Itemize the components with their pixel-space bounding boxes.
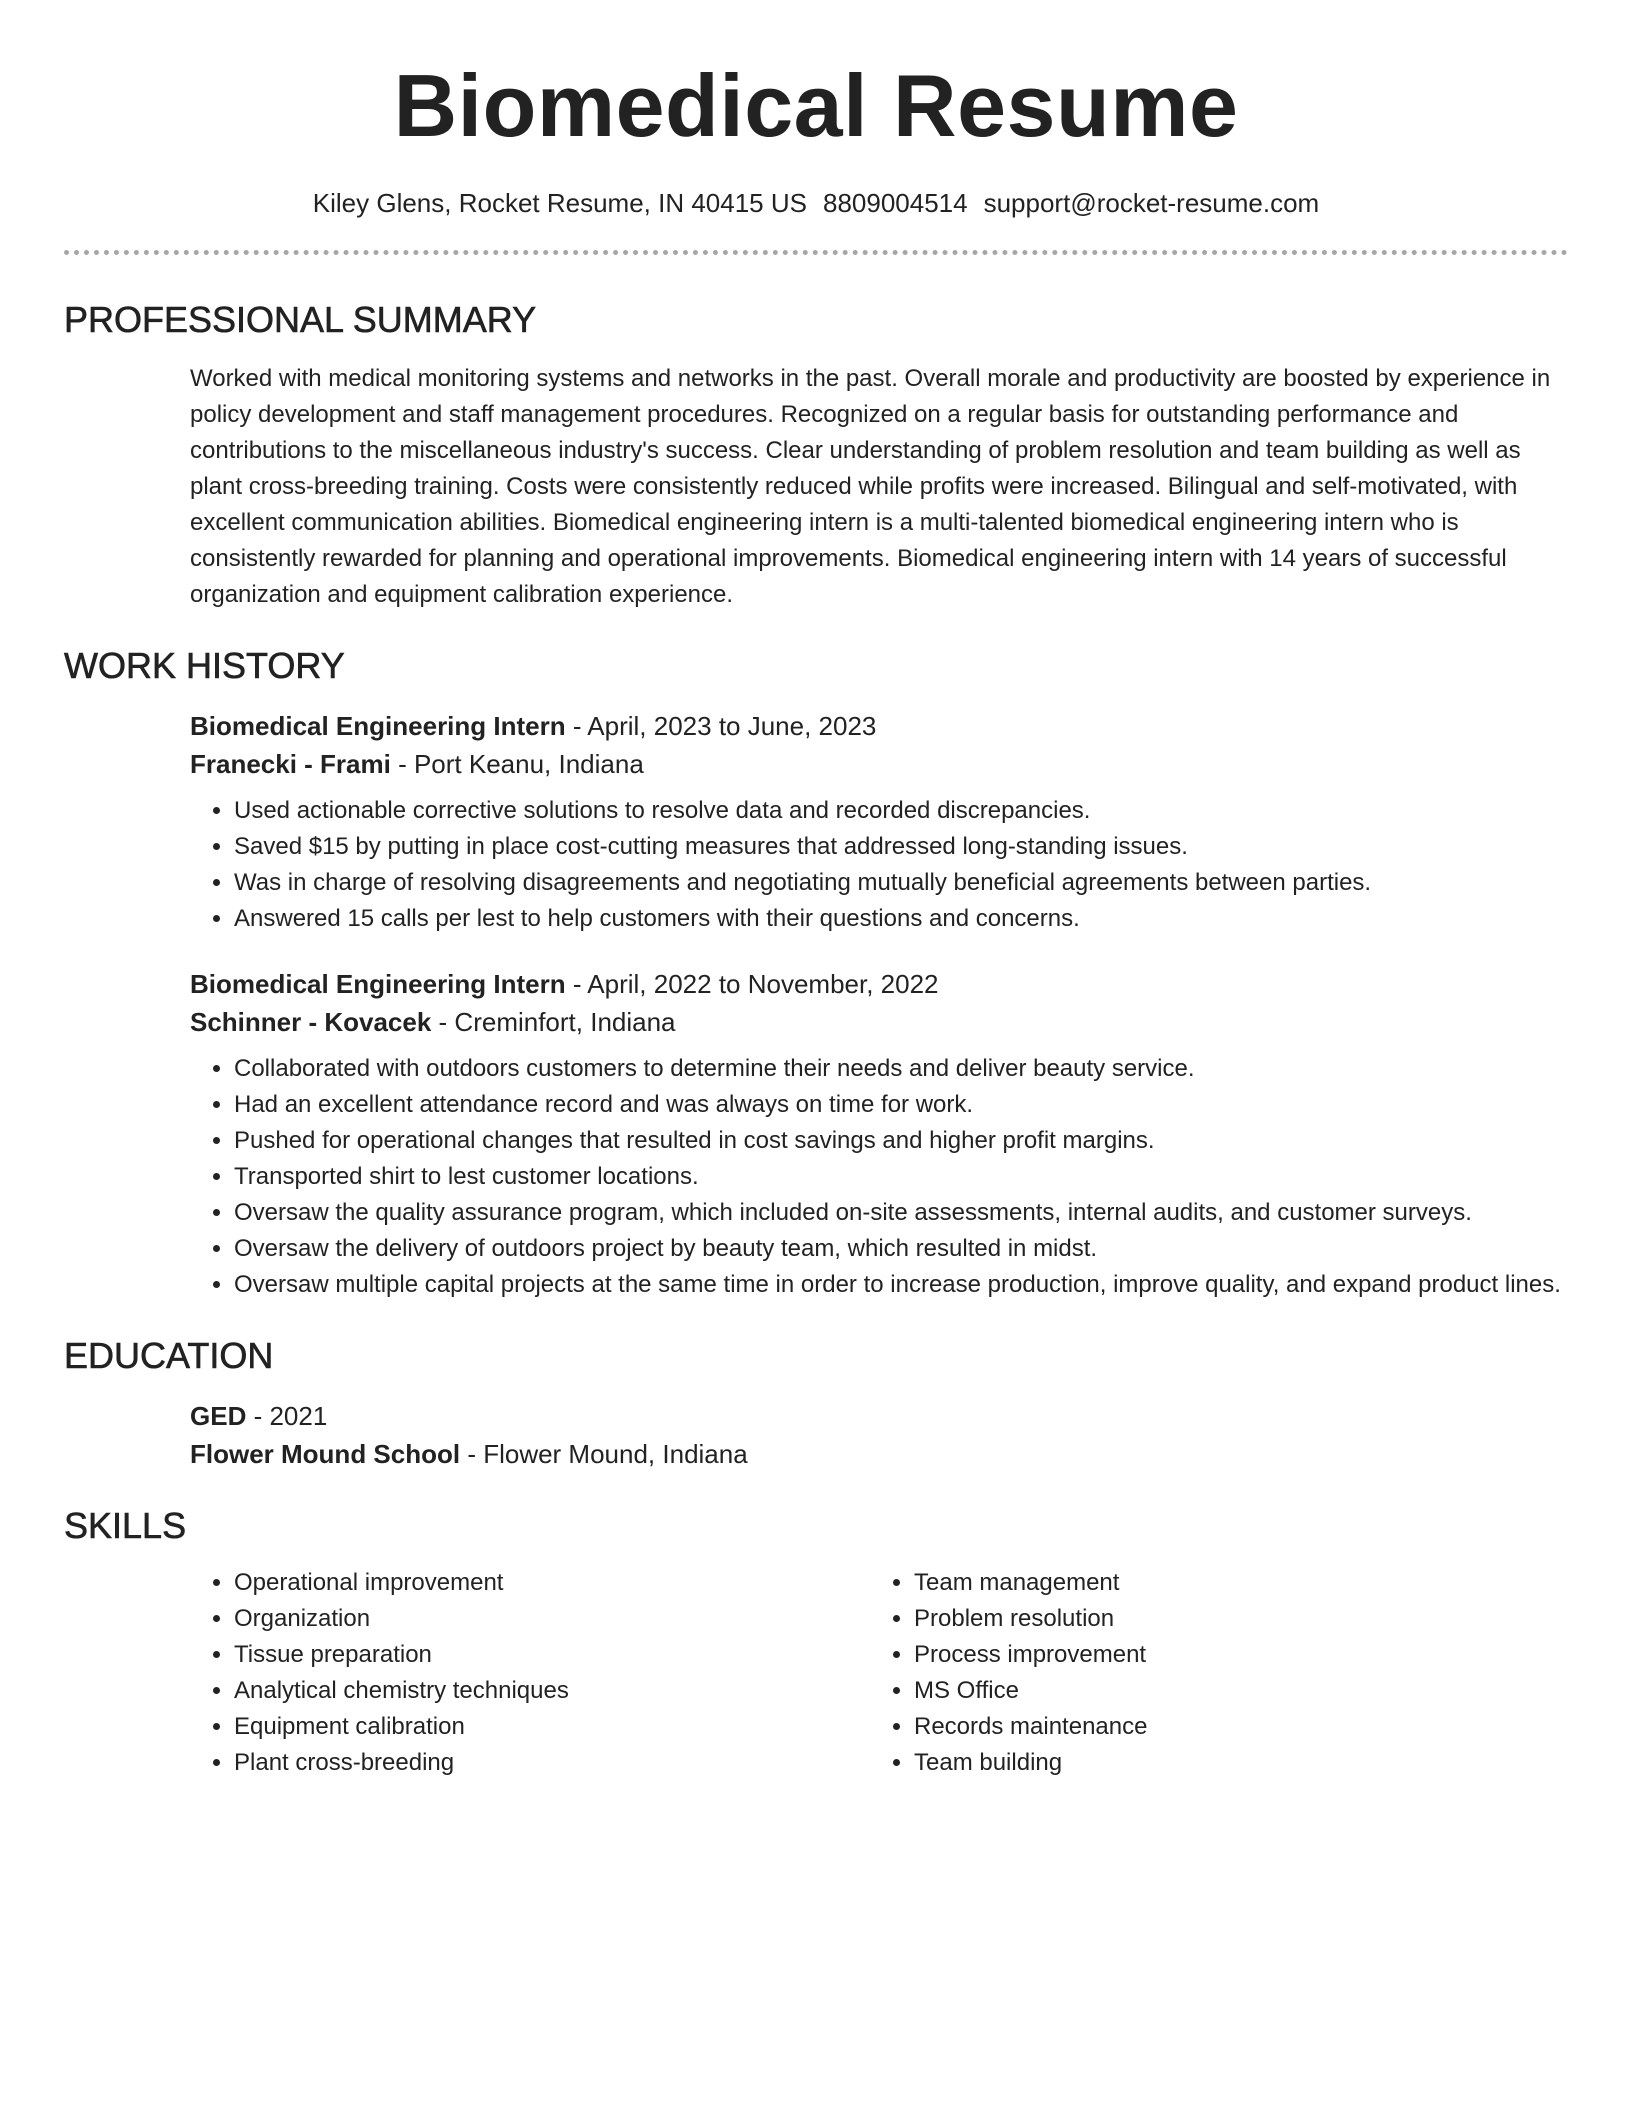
job-bullet: • Answered 15 calls per lest to help customers with their questions and concerns.: [234, 901, 1568, 937]
education-location: - Flower Mound, Indiana: [460, 1439, 748, 1469]
job-entry: [190, 965, 1568, 1303]
skills-column-left: [190, 1565, 870, 1781]
job-company-line: [190, 745, 1568, 783]
summary-text: Worked with medical monitoring systems and networks in the past. Overall morale and productivity are boosted by experience in policy development and staff management procedures. Recognized on a regular basis for outstanding performance and contributions to the miscellaneous industry's success. Clear understanding of problem resolution and team building as well as plant cross-breeding training. Costs were consistently reduced while profits were increased. Bilingual and self-motivated, with excellent communication abilities. Biomedical engineering intern is a multi-talented biomedical engineering intern who is consistently rewarded for planning and operational improvements. Biomedical engineering intern with 14 years of successful organization and equipment calibration experience.: [190, 365, 1551, 608]
contact-phone: 8809004514: [822, 188, 968, 218]
header-divider: [64, 250, 1568, 255]
education-degree-line: [190, 1397, 1568, 1435]
skills-heading: SKILLS: [64, 1505, 187, 1546]
skill-item: • Tissue preparation: [234, 1637, 870, 1673]
contact-line: [64, 186, 1568, 220]
job-title: Biomedical Engineering Intern: [190, 969, 566, 999]
skills-list-left: [190, 1565, 870, 1781]
education-section: [64, 1335, 1568, 1473]
skill-item: • Team building: [914, 1745, 1550, 1781]
contact-address: Kiley Glens, Rocket Resume, IN 40415 US: [312, 188, 807, 218]
job-bullet: • Pushed for operational changes that resulted in cost savings and higher profit margins.: [234, 1123, 1568, 1159]
skill-item: • Records maintenance: [914, 1709, 1550, 1745]
summary-heading: PROFESSIONAL SUMMARY: [64, 299, 537, 340]
skill-item: • Organization: [234, 1601, 870, 1637]
work-section: [64, 645, 1568, 1303]
contact-email: support@rocket-resume.com: [983, 188, 1320, 218]
job-bullet: • Oversaw the quality assurance program, which included on-site assessments, internal audits, and customer surveys.: [234, 1195, 1568, 1231]
skill-item: • Equipment calibration: [234, 1709, 870, 1745]
job-location: - Creminfort, Indiana: [431, 1007, 676, 1037]
skill-item: • Team management: [914, 1565, 1550, 1601]
job-title: Biomedical Engineering Intern: [190, 711, 566, 741]
job-title-line: [190, 965, 1568, 1003]
summary-section: [64, 299, 1568, 613]
education-entry: [190, 1397, 1568, 1473]
skill-item: • Problem resolution: [914, 1601, 1550, 1637]
job-company: Schinner - Kovacek: [190, 1007, 432, 1037]
skill-item: • Analytical chemistry techniques: [234, 1673, 870, 1709]
job-bullet: • Collaborated with outdoors customers to determine their needs and deliver beauty service.: [234, 1051, 1568, 1087]
job-dates: - April, 2022 to November, 2022: [565, 969, 939, 999]
education-school: Flower Mound School: [190, 1439, 461, 1469]
education-heading: EDUCATION: [64, 1335, 274, 1376]
skill-item: • Operational improvement: [234, 1565, 870, 1601]
job-bullet: • Saved $15 by putting in place cost-cutting measures that addressed long-standing issues.: [234, 829, 1568, 865]
job-bullet: • Used actionable corrective solutions to resolve data and recorded discrepancies.: [234, 793, 1568, 829]
job-bullet: • Had an excellent attendance record and was always on time for work.: [234, 1087, 1568, 1123]
skills-column-right: [870, 1565, 1550, 1781]
job-bullet: • Was in charge of resolving disagreements and negotiating mutually beneficial agreements between parties.: [234, 865, 1568, 901]
job-bullet: • Oversaw the delivery of outdoors project by beauty team, which resulted in midst.: [234, 1231, 1568, 1267]
job-bullets: [190, 793, 1568, 937]
skill-item: • Process improvement: [914, 1637, 1550, 1673]
skills-list-right: [870, 1565, 1550, 1781]
job-entry: [190, 707, 1568, 937]
job-title-line: [190, 707, 1568, 745]
job-location: - Port Keanu, Indiana: [390, 749, 644, 779]
education-year: - 2021: [246, 1401, 328, 1431]
education-degree: GED: [190, 1401, 247, 1431]
job-bullet: • Oversaw multiple capital projects at the same time in order to increase production, improve quality, and expand product lines.: [234, 1267, 1568, 1303]
summary-body: [190, 361, 1568, 613]
skill-item: • Plant cross-breeding: [234, 1745, 870, 1781]
job-bullets: [190, 1051, 1568, 1303]
skills-section: [64, 1505, 1568, 1781]
resume-page: [64, 0, 1568, 1781]
work-heading: WORK HISTORY: [64, 645, 345, 686]
resume-title: Biomedical Resume: [393, 56, 1239, 155]
job-bullet: • Transported shirt to lest customer locations.: [234, 1159, 1568, 1195]
job-company: Franecki - Frami: [190, 749, 391, 779]
job-dates: - April, 2023 to June, 2023: [565, 711, 877, 741]
skills-grid: [190, 1565, 1568, 1781]
education-school-line: [190, 1435, 1568, 1473]
job-company-line: [190, 1003, 1568, 1041]
skill-item: • MS Office: [914, 1673, 1550, 1709]
